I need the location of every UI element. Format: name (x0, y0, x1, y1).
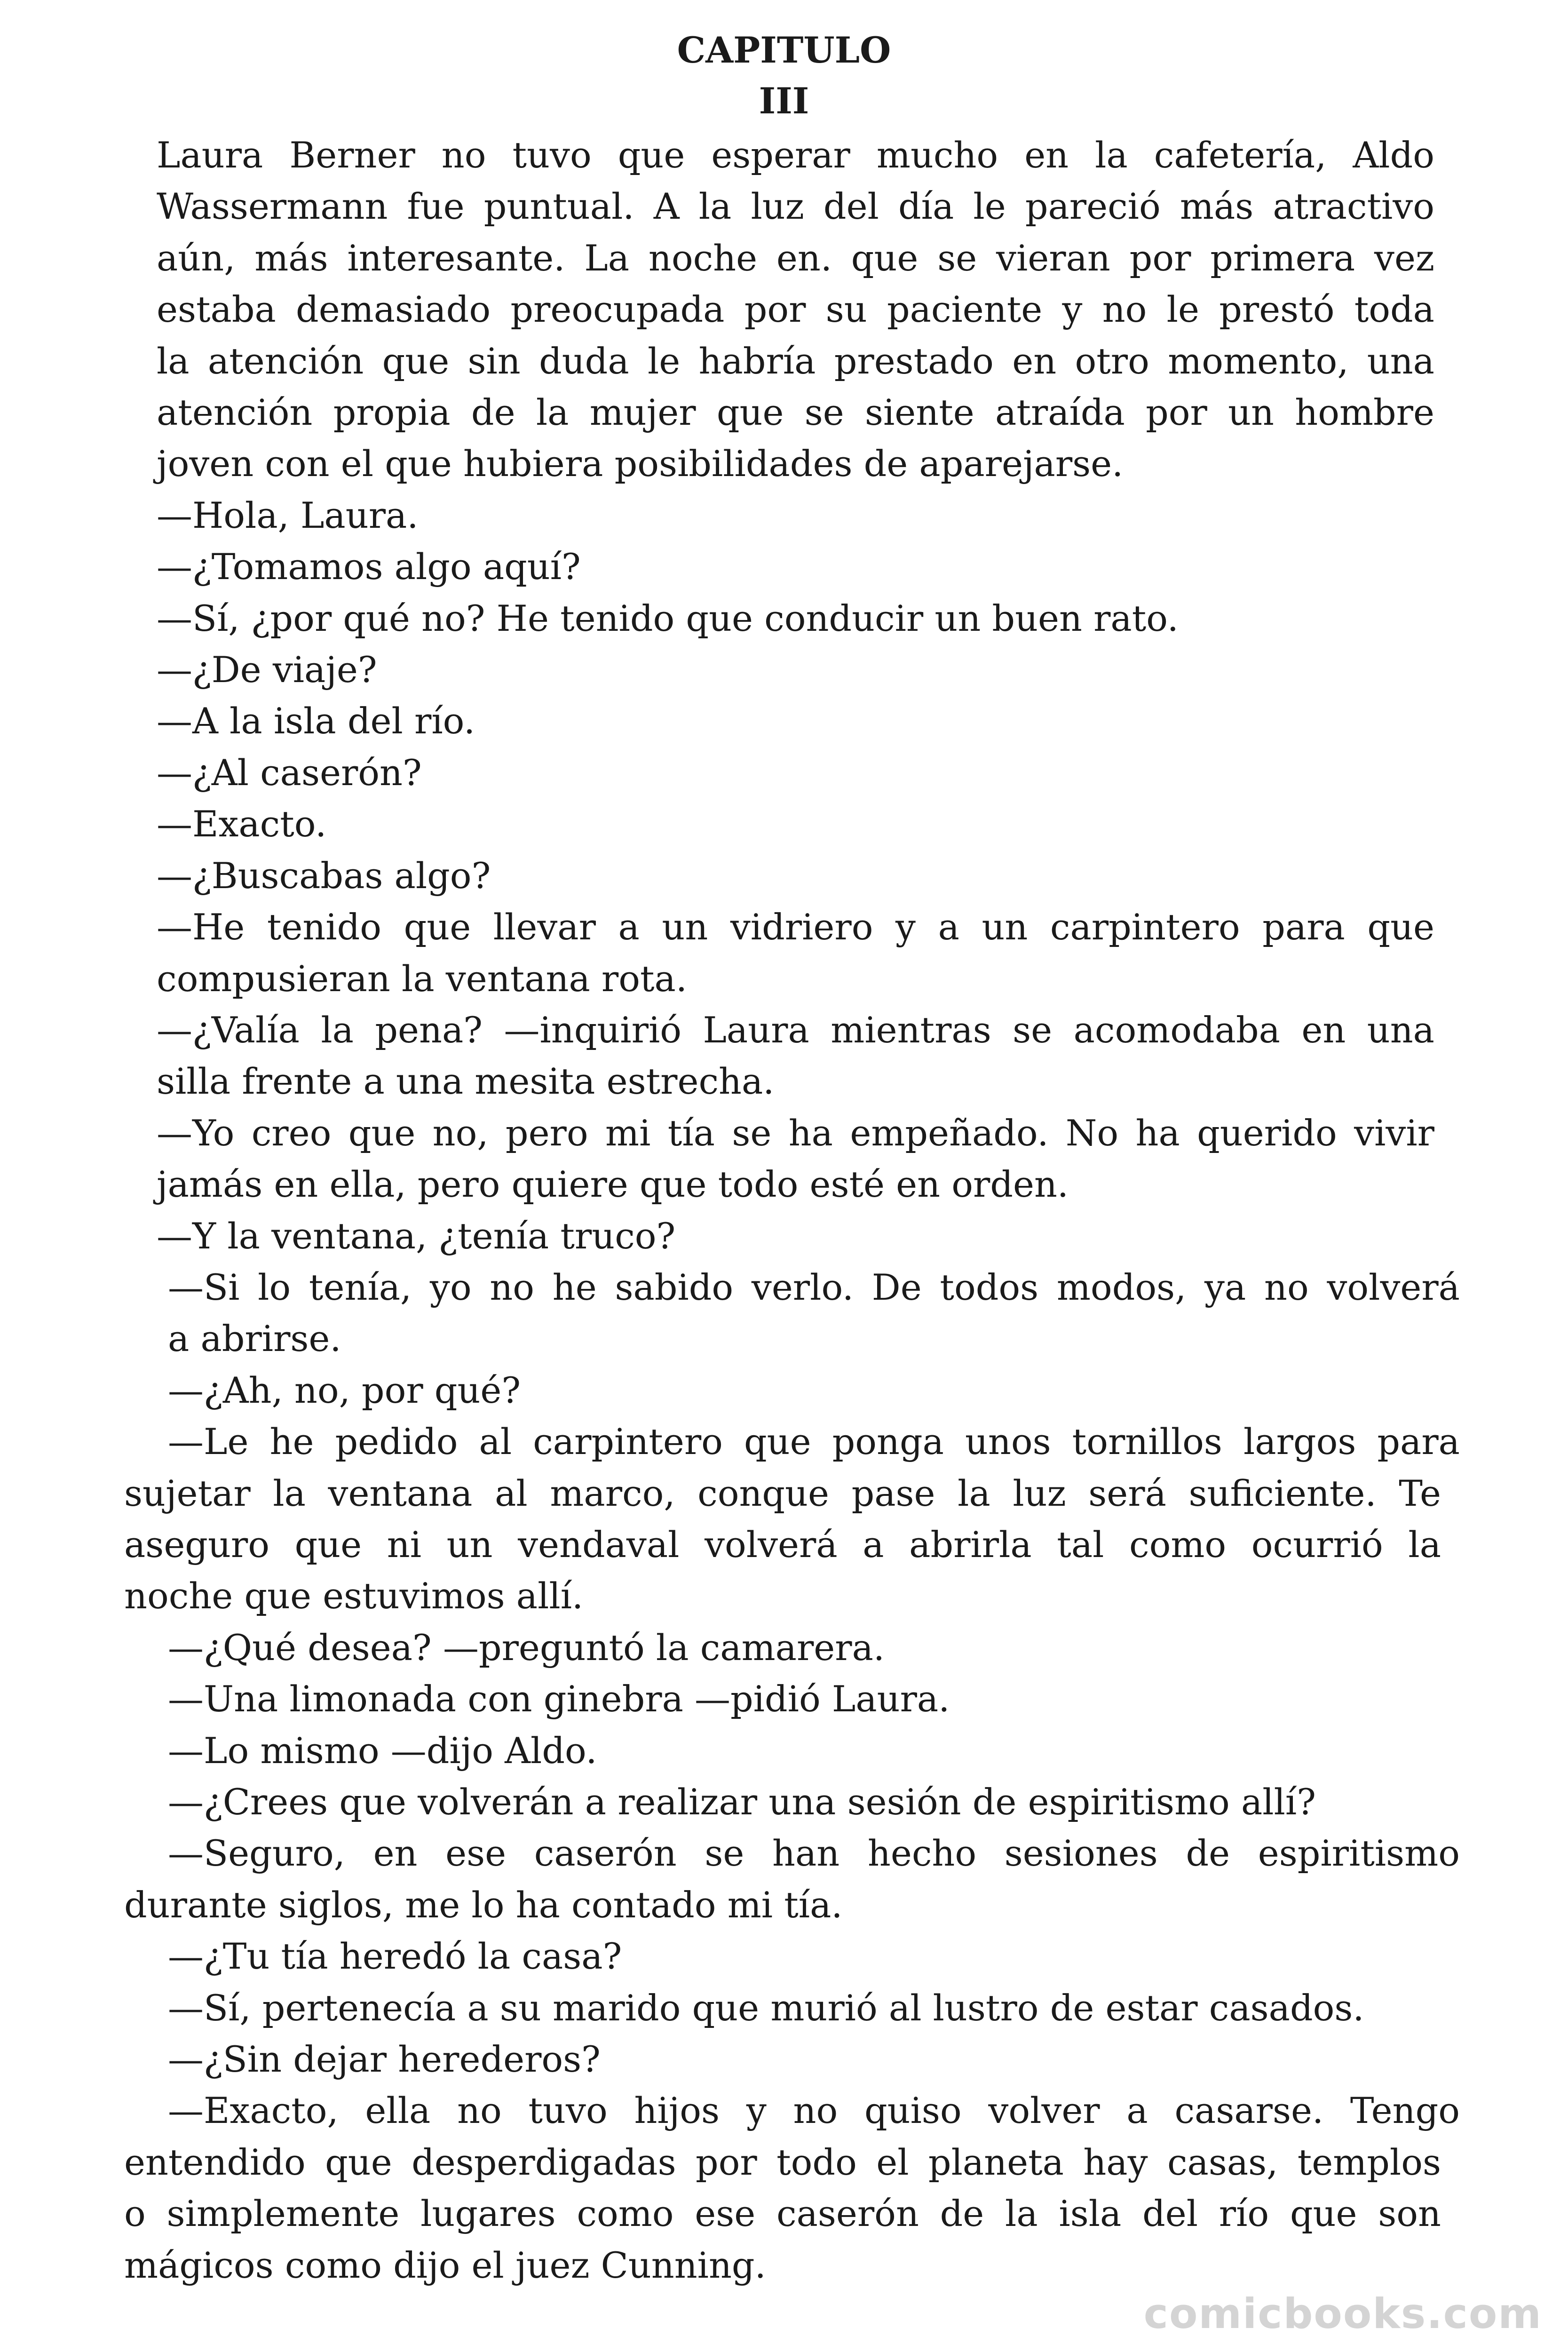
text-line: entendido que desperdigadas por todo el planeta hay casas, templos (124, 2141, 1441, 2183)
text-line: sujetar la ventana al marco, conque pase la luz será suficiente. Te (124, 1472, 1441, 1514)
text-line: —¿De viaje? (157, 649, 377, 691)
text-line: Wassermann fue puntual. A la luz del día le pareció más atractivo (157, 185, 1434, 228)
text-line: —¿Al caserón? (157, 751, 422, 794)
text-line: Laura Berner no tuvo que esperar mucho en la cafetería, Aldo (157, 134, 1434, 176)
text-line: —¿Sin dejar herederos? (168, 2038, 601, 2081)
text-line: atención propia de la mujer que se siente atraída por un hombre (157, 391, 1434, 434)
text-line: mágicos como dijo el juez Cunning. (124, 2244, 766, 2286)
chapter-body (0, 129, 1568, 2291)
text-line: silla frente a una mesita estrecha. (157, 1060, 775, 1103)
text-line: —He tenido que llevar a un vidriero y a un carpintero para que (157, 906, 1434, 948)
text-line: o simplemente lugares como ese caserón de la isla del río que son (124, 2193, 1441, 2235)
text-line: —Seguro, en ese caserón se han hecho sesiones de espiritismo (168, 1832, 1460, 1875)
text-line: a abrirse. (168, 1318, 341, 1360)
text-line: —Yo creo que no, pero mi tía se ha empeñado. No ha querido vivir (157, 1112, 1434, 1154)
text-line: compusieran la ventana rota. (157, 957, 688, 1000)
text-line: —Hola, Laura. (157, 494, 419, 536)
text-line: la atención que sin duda le habría prestado en otro momento, una (157, 340, 1434, 382)
text-line: —¿Tomamos algo aquí? (157, 546, 581, 588)
text-line: —¿Qué desea? —preguntó la camarera. (168, 1626, 885, 1669)
text-line: —¿Tu tía heredó la casa? (168, 1935, 622, 1978)
watermark: comicbooks.com (1143, 2289, 1542, 2338)
text-line: —Sí, pertenecía a su marido que murió al lustro de estar casados. (168, 1986, 1364, 2029)
text-line: —A la isla del río. (157, 700, 475, 742)
text-line: —Si lo tenía, yo no he sabido verlo. De todos modos, ya no volverá (168, 1266, 1460, 1308)
text-line: —¿Valía la pena? —inquirió Laura mientras se acomodaba en una (157, 1009, 1434, 1051)
text-line: aún, más interesante. La noche en. que se vieran por primera vez (157, 237, 1434, 279)
text-line: —Sí, ¿por qué no? He tenido que conducir un buen rato. (157, 597, 1179, 639)
text-line: —Lo mismo —dijo Aldo. (168, 1729, 597, 1772)
text-line: noche que estuvimos allí. (124, 1575, 584, 1617)
text-line: estaba demasiado preocupada por su paciente y no le prestó toda (157, 288, 1434, 331)
text-line: —Exacto, ella no tuvo hijos y no quiso volver a casarse. Tengo (168, 2090, 1460, 2132)
chapter-number: III (759, 80, 809, 122)
text-line: —¿Ah, no, por qué? (168, 1369, 521, 1411)
text-line: jamás en ella, pero quiere que todo esté en orden. (157, 1163, 1069, 1206)
text-line: —Una limonada con ginebra —pidió Laura. (168, 1678, 950, 1720)
text-line: joven con el que hubiera posibilidades de aparejarse. (157, 443, 1124, 485)
text-line: aseguro que ni un vendaval volverá a abrirla tal como ocurrió la (124, 1523, 1441, 1565)
text-line: —Le he pedido al carpintero que ponga unos tornillos largos para (168, 1421, 1460, 1463)
text-line: —¿Buscabas algo? (157, 854, 491, 897)
text-line: —¿Crees que volverán a realizar una sesión de espiritismo allí? (168, 1781, 1316, 1823)
text-line: —Y la ventana, ¿tenía truco? (157, 1215, 676, 1257)
text-line: —Exacto. (157, 803, 327, 845)
text-line: durante siglos, me lo ha contado mi tía. (124, 1883, 843, 1926)
chapter-title: CAPITULO (677, 29, 891, 71)
